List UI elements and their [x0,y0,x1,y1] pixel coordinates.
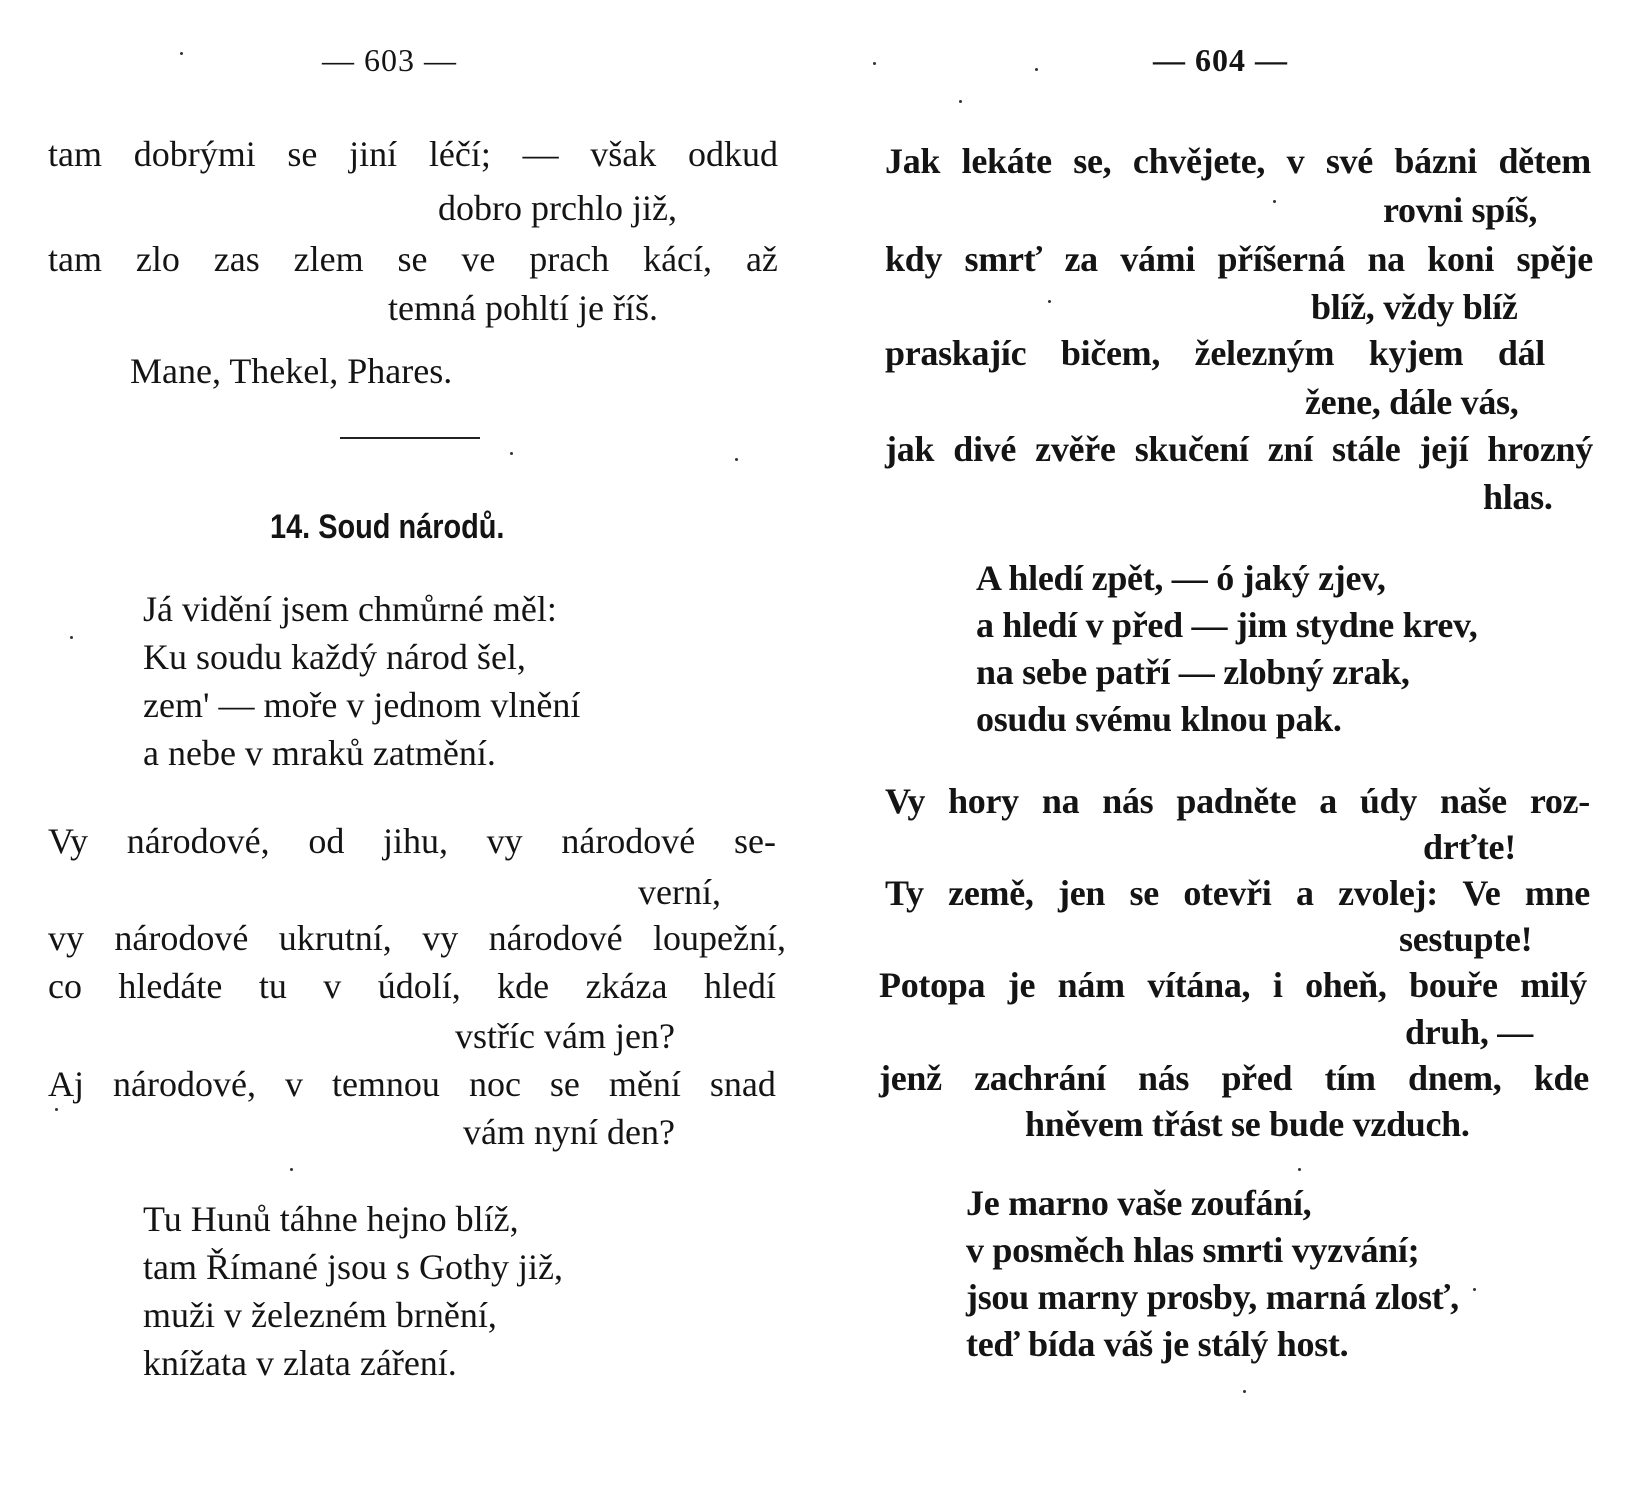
verse-line: rovni spíš, [1383,190,1538,230]
verse-line: vstříc vám jen? [455,1016,675,1056]
verse-line: Vy národové, od jihu, vy národové se- [48,821,776,861]
page-number-603: — 603 — [322,42,457,78]
verse-line: osudu svému klnou pak. [976,699,1342,739]
poem-title: 14. Soud národů. [270,508,505,546]
verse-line: sestupte! [1399,919,1533,959]
verse-line: praskajíc bičem, železným kyjem dál [885,333,1545,373]
print-speck [70,636,73,639]
verse-line: jsou marny prosby, marná zlosť, [966,1277,1459,1317]
verse-line: tam dobrými se jiní léčí; — však odkud [48,134,778,174]
verse-line: Potopa je nám vítána, i oheň, bouře milý [879,965,1587,1005]
print-speck [1243,1390,1246,1393]
print-speck [1035,68,1038,71]
verse-line: a nebe v mraků zatmění. [143,733,496,773]
verse-line: verní, [638,872,721,912]
right-page [823,0,1646,1500]
verse-line: tam Římané jsou s Gothy již, [143,1247,563,1287]
print-speck [1048,300,1051,303]
verse-line: Jak lekáte se, chvějete, v své bázni dětem [885,141,1591,181]
verse-line: hněvem třást se bude vzduch. [1025,1104,1470,1144]
page-number-604: — 604 — [1153,42,1288,78]
verse-line: tam zlo zas zlem se ve prach kácí, až [48,239,778,279]
print-speck [1473,1288,1476,1291]
print-speck [1298,1168,1301,1171]
verse-line: Aj národové, v temnou noc se mění snad [48,1064,776,1104]
verse-line: hlas. [1483,477,1553,517]
verse-line: jak divé zvěře skučení zní stále její hrozný [885,429,1593,469]
verse-line: A hledí zpět, — ó jaký zjev, [976,558,1386,598]
verse-line: Ty země, jen se otevři a zvolej: Ve mne [885,873,1590,913]
verse-line: blíž, vždy blíž [1311,287,1518,327]
verse-line: Vy hory na nás padněte a údy naše roz- [885,781,1590,821]
verse-line: Mane, Thekel, Phares. [130,351,453,391]
verse-line: zem' — moře v jednom vlnění [143,685,581,725]
verse-line: vy národové ukrutní, vy národové loupežní, [48,918,786,958]
verse-line: knížata v zlata záření. [143,1343,457,1383]
verse-line: druh, — [1405,1012,1533,1052]
verse-line: Tu Hunů táhne hejno blíž, [143,1199,519,1239]
verse-line: co hledáte tu v údolí, kde zkáza hledí [48,966,776,1006]
verse-line: vám nyní den? [463,1112,675,1152]
verse-line: jenž zachrání nás před tím dnem, kde [879,1058,1589,1098]
verse-line: v posměch hlas smrti vyzvání; [966,1230,1420,1270]
verse-line: dobro prchlo již, [438,188,677,228]
verse-line: temná pohltí je říš. [388,288,658,328]
verse-line: drťte! [1423,827,1516,867]
verse-line: na sebe patří — zlobný zrak, [976,652,1410,692]
print-speck [959,100,962,103]
verse-line: Je marno vaše zoufání, [966,1183,1312,1223]
verse-line: kdy smrť za vámi příšerná na koni spěje [885,239,1593,279]
print-speck [55,1108,58,1111]
print-speck [180,52,183,55]
verse-line: Ku soudu každý národ šel, [143,637,526,677]
section-divider [340,437,480,439]
verse-line: Já vidění jsem chmůrné měl: [143,589,557,629]
print-speck [510,452,513,455]
verse-line: muži v železném brnění, [143,1295,497,1335]
print-speck [290,1168,293,1171]
verse-line: teď bída váš je stálý host. [966,1324,1349,1364]
print-speck [1273,200,1276,203]
verse-line: žene, dále vás, [1305,382,1519,422]
print-speck [873,62,876,65]
verse-line: a hledí v před — jim stydne krev, [976,605,1478,645]
print-speck [735,458,738,461]
